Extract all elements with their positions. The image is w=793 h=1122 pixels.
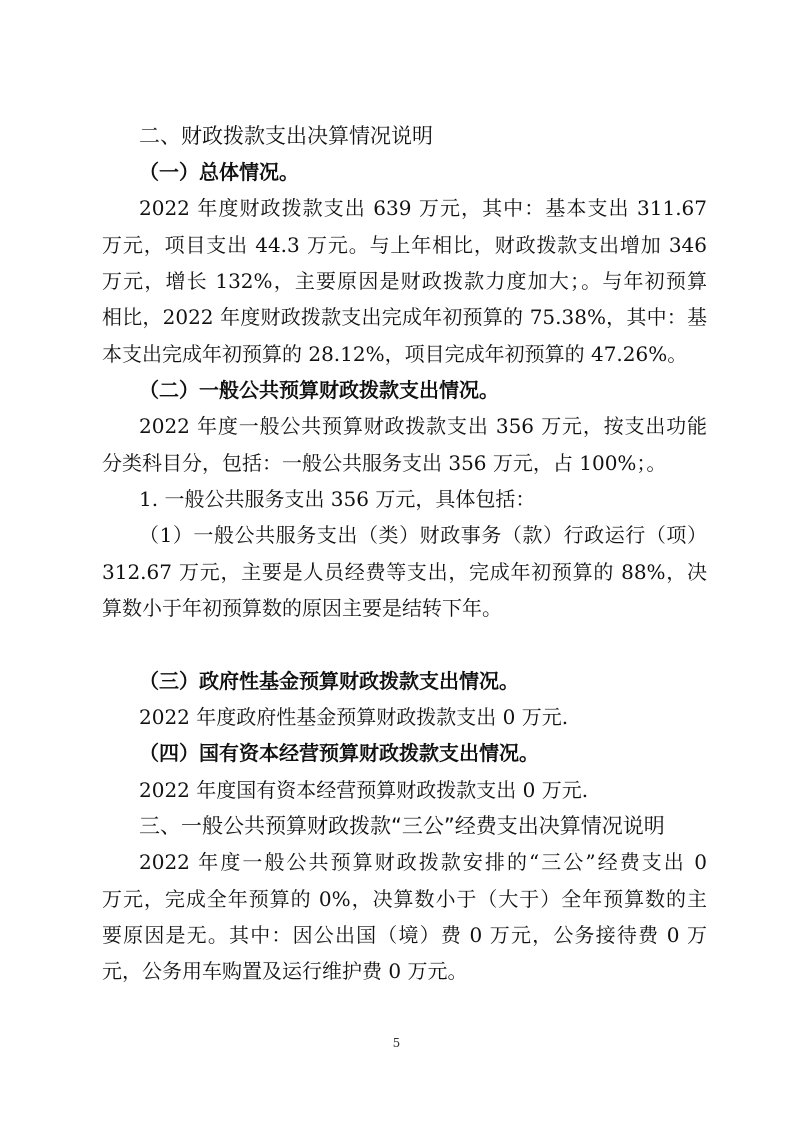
sub1-line-3: 万元，增长 132%，主要原因是财政拨款力度加大；。与年初预算 xyxy=(102,269,707,293)
sub4-heading: （四）国有资本经营预算财政拨款支出情况。 xyxy=(139,741,539,765)
sub2-line-5: 312.67 万元，主要是人员经费等支出，完成年初预算的 88%，决 xyxy=(102,560,707,584)
section2-heading: 二、财政拨款支出决算情况说明 xyxy=(139,124,433,148)
section3-line-3: 要原因是无。其中：因公出国（境）费 0 万元，公务接待费 0 万 xyxy=(102,923,707,947)
sub2-line-6: 算数小于年初预算数的原因主要是结转下年。 xyxy=(102,596,502,620)
sub1-heading: （一）总体情况。 xyxy=(139,160,299,184)
sub1-line-2: 万元，项目支出 44.3 万元。与上年相比，财政拨款支出增加 346 xyxy=(102,233,707,257)
section3-heading: 三、一般公共预算财政拨款“三公”经费支出决算情况说明 xyxy=(139,814,665,838)
sub1-line-5: 本支出完成年初预算的 28.12%，项目完成年初预算的 47.26%。 xyxy=(102,342,688,366)
sub2-line-1: 2022 年度一般公共预算财政拨款支出 356 万元，按支出功能 xyxy=(139,414,707,438)
sub1-line-1: 2022 年度财政拨款支出 639 万元，其中：基本支出 311.67 xyxy=(139,196,707,220)
section3-line-2: 万元，完成全年预算的 0%，决算数小于（大于）全年预算数的主 xyxy=(102,887,707,911)
sub4-line: 2022 年度国有资本经营预算财政拨款支出 0 万元. xyxy=(139,778,589,802)
page-number: 5 xyxy=(392,1036,401,1050)
sub2-heading: （二）一般公共预算财政拨款支出情况。 xyxy=(139,378,499,402)
section3-line-4: 元，公务用车购置及运行维护费 0 万元。 xyxy=(102,959,468,983)
sub1-line-4: 相比，2022 年度财政拨款支出完成年初预算的 75.38%，其中：基 xyxy=(102,305,707,329)
sub3-line: 2022 年度政府性基金预算财政拨款支出 0 万元. xyxy=(139,705,569,729)
sub2-line-3: 1. 一般公共服务支出 356 万元，具体包括： xyxy=(139,487,536,511)
section3-line-1: 2022 年度一般公共预算财政拨款安排的“三公”经费支出 0 xyxy=(139,850,707,874)
sub3-heading: （三）政府性基金预算财政拨款支出情况。 xyxy=(139,669,519,693)
sub2-line-4: （1）一般公共服务支出（类）财政事务（款）行政运行（项） xyxy=(139,523,707,547)
sub2-line-2: 分类科目分，包括：一般公共服务支出 356 万元，占 100%；。 xyxy=(102,451,667,475)
